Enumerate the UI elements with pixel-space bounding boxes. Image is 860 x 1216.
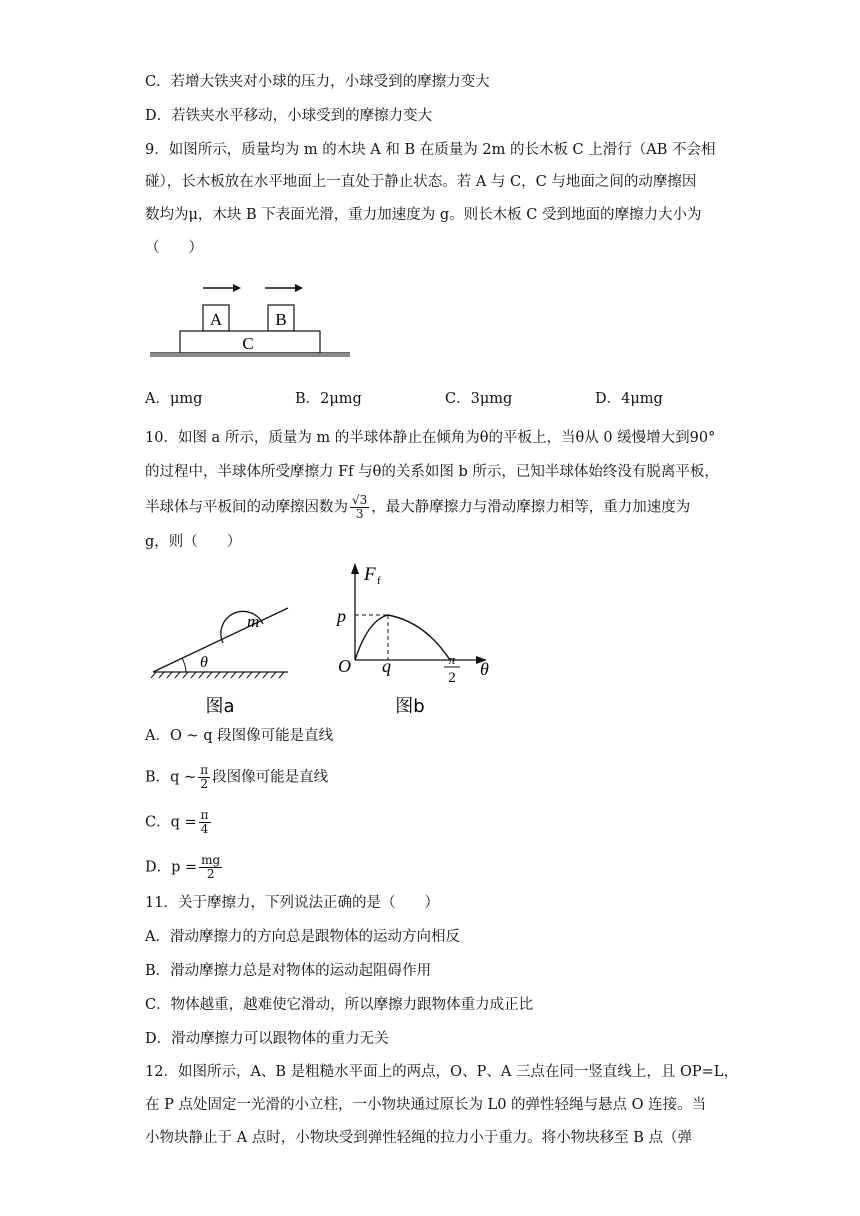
q9-stem-line2: 碰），长木板放在水平地面上一直处于静止状态。若 A 与 C，C 与地面之间的动摩擦因	[145, 174, 697, 190]
pi-num: π	[448, 652, 456, 667]
q12-stem-line2: 在 P 点处固定一光滑的小立柱，一小物块通过原长为 L0 的弹性轻绳与悬点 O 连接。当	[145, 1097, 707, 1113]
y-axis-sub: f	[377, 575, 381, 587]
q9-stem-line1: 9．如图所示，质量均为 m 的木块 A 和 B 在质量为 2m 的长木板 C 上滑行（AB 不会相	[145, 142, 716, 158]
q10-option-a: A．O ~ q 段图像可能是直线	[145, 728, 334, 744]
q11-option-c: C．物体越重，越难使它滑动，所以摩擦力跟物体重力成正比	[145, 997, 534, 1013]
origin-label: O	[338, 656, 351, 676]
figure-a-caption: 图a	[205, 696, 235, 717]
y-axis-label: F	[364, 564, 376, 585]
q9-stem-line3: 数均为μ，木块 B 下表面光滑，重力加速度为 g。则长木板 C 受到地面的摩擦力大小为	[145, 207, 702, 223]
q9-option-d: D．4μmg	[595, 391, 663, 407]
q9-option-a: A．μmg	[145, 391, 203, 407]
q10-option-b: B．q ~ $\frac{\pi}{2}$ 段图像可能是直线	[145, 763, 329, 791]
mass-label: m	[247, 612, 260, 631]
q10-option-d: D．p = $\frac{mg}{2}$	[145, 853, 221, 881]
q8-option-d: D．若铁夹水平移动，小球受到的摩擦力变大	[145, 108, 433, 124]
q10-figure-a	[148, 600, 298, 720]
block-a-label: A	[209, 310, 223, 329]
board-c-label: C	[242, 334, 254, 353]
q10-stem-line3	[145, 494, 690, 521]
figure-b-caption: 图b	[395, 696, 425, 717]
q9-option-c: C．3μmg	[445, 391, 513, 407]
x-axis-label: θ	[480, 659, 489, 679]
q10-stem-line4: g，则（ ）	[145, 534, 242, 550]
q11-option-b: B．滑动摩擦力总是对物体的运动起阻碍作用	[145, 963, 432, 979]
q10-line3-pre: 半球体与平板间的动摩擦因数为	[145, 499, 348, 516]
q11-option-d: D．滑动摩擦力可以跟物体的重力无关	[145, 1031, 389, 1047]
q11-option-a: A．滑动摩擦力的方向总是跟物体的运动方向相反	[145, 929, 460, 945]
theta-label: θ	[200, 654, 208, 671]
ff-curve	[355, 615, 450, 660]
q9-figure	[145, 278, 355, 360]
p-label: p	[337, 606, 346, 626]
q10-stem-line2: 的过程中，半球体所受摩擦力 Ff 与θ的关系如图 b 所示，已知半球体始终没有脱离平板，	[145, 464, 719, 480]
q10-stem-line1: 10．如图 a 所示，质量为 m 的半球体静止在倾角为θ的平板上，当θ从 0 缓慢增大到90°	[145, 430, 716, 446]
mu-fraction: $\frac{√3}{3}$	[352, 493, 368, 521]
q9-option-b: B．2μmg	[295, 391, 362, 407]
q10-figure-b	[330, 560, 500, 720]
pi-den: 2	[448, 670, 456, 686]
q-label: q	[382, 656, 391, 676]
q11-stem: 11．关于摩擦力，下列说法正确的是（ ）	[145, 895, 439, 911]
q12-stem-line3: 小物块静止于 A 点时，小物块受到弹性轻绳的拉力小于重力。将小物块移至 B 点（弹	[145, 1130, 693, 1146]
q10-option-c: C．q = $\frac{\pi}{4}$	[145, 808, 209, 836]
q10-line3-post: ，最大静摩擦力与滑动摩擦力相等，重力加速度为	[371, 499, 691, 516]
q8-option-c: C．若增大铁夹对小球的压力，小球受到的摩擦力变大	[145, 74, 490, 90]
q9-stem-line4: （ ）	[145, 240, 203, 256]
q12-stem-line1: 12．如图所示，A、B 是粗糙水平面上的两点，O、P、A 三点在同一竖直线上，且 OP=L，	[145, 1064, 738, 1080]
block-b-label: B	[275, 310, 287, 329]
